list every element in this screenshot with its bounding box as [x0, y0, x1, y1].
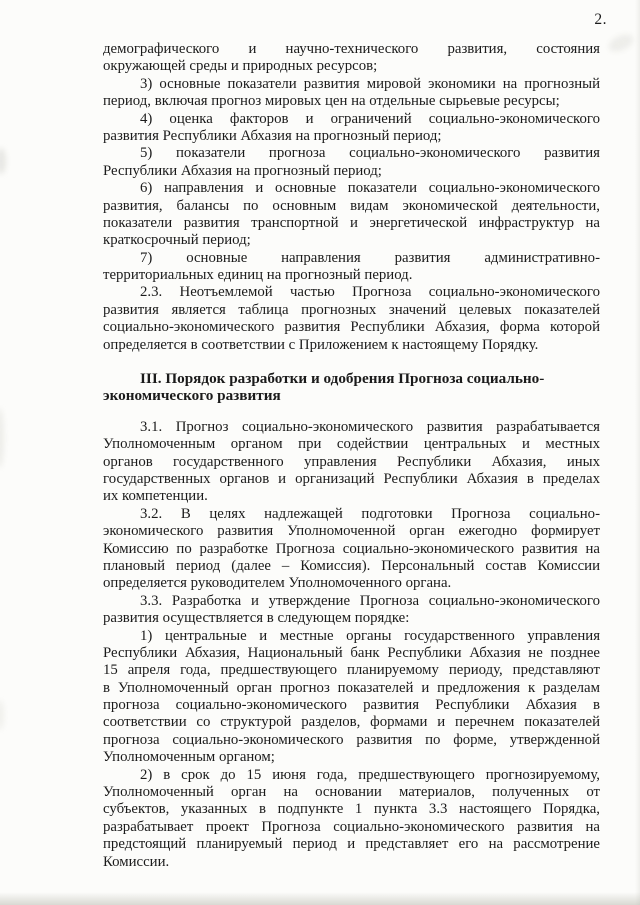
scan-smudge [606, 31, 635, 55]
section-heading [103, 370, 600, 405]
scan-smudge [0, 408, 4, 468]
scan-shadow-right [635, 0, 640, 905]
text-line: плановый период (далее – Комиссия). Персональный состав Комиссии [103, 557, 600, 574]
text-line: прогноза социально-экономического развития Республики Абхазия в [103, 697, 600, 714]
text-line: Уполномоченным органом при содействии центральных и местных [103, 436, 600, 453]
text-line: разрабатывает проект Прогноза социально-экономического развития на [103, 818, 600, 835]
text-line: экономического развития [103, 387, 281, 405]
paragraph [103, 145, 600, 180]
text-line: 15 апреля года, предшествующего планируемому периоду, представляют [103, 662, 600, 679]
text-line: определяется руководителем Уполномоченного органа. [103, 575, 452, 592]
paragraph [103, 419, 600, 506]
text-line: территориальных единиц на прогнозный период. [103, 267, 413, 284]
text-line: Уполномоченный орган на основании материалов, полученных от [103, 784, 600, 801]
text-line: соответствии со структурой разделов, формами и перечнем показателей [103, 714, 600, 731]
scan-shadow-bottom [0, 892, 640, 905]
text-line: государственных органов и организаций Республики Абхазия в пределах [103, 470, 600, 487]
text-line: Комиссию по разработке Прогноза социально-экономического развития на [103, 540, 600, 557]
text-line: субъектов, указанных в подпункте 1 пункта 3.3 настоящего Порядка, [103, 801, 600, 818]
text-line: предстоящий планируемый период и представляет его на рассмотрение [103, 836, 600, 853]
text-line: их компетенции. [103, 488, 208, 505]
paragraph [103, 284, 600, 354]
text-line: 1) центральные и местные органы государственного управления [140, 627, 600, 644]
text-line: 3.2. В целях надлежащей подготовки Прогноза социально- [140, 505, 600, 522]
paragraph [103, 628, 600, 767]
text-line: развития Республики Абхазия на прогнозный период; [103, 127, 442, 144]
paragraph [103, 593, 600, 628]
text-line: Уполномоченным органом; [103, 749, 275, 766]
text-line: окружающей среды и природных ресурсов; [103, 58, 378, 75]
scan-smudge [0, 700, 4, 730]
text-line: органов государственного управления Республики Абхазия, иных [103, 453, 600, 470]
paragraph [103, 767, 600, 871]
text-line: показатели развития транспортной и энергетической инфраструктур на [103, 214, 600, 231]
text-line: социально-экономического развития Республики Абхазия, форма которой [103, 319, 600, 336]
paragraph [103, 506, 600, 593]
scan-smudge [0, 148, 6, 174]
page-number: 2. [594, 11, 607, 28]
text-line: период, включая прогноз мировых цен на отдельные сырьевые ресурсы; [103, 93, 560, 110]
text-line: 5) показатели прогноза социально-экономического развития [140, 145, 600, 162]
text-line: краткосрочный период; [103, 232, 251, 249]
text-line: 7) основные направления развития административно- [140, 249, 600, 266]
paragraph [103, 180, 600, 250]
text-line: 3) основные показатели развития мировой экономики на прогнозный [140, 75, 600, 92]
text-line: 3.1. Прогноз социально-экономического развития разрабатывается [140, 418, 600, 435]
paragraph [103, 76, 600, 111]
document-text [103, 41, 600, 871]
text-line: 4) оценка факторов и ограничений социально-экономического [140, 110, 600, 127]
text-line: прогноза социально-экономического развития по форме, утвержденной [103, 731, 600, 748]
text-line: в Уполномоченный орган прогноз показателей и предложения к разделам [103, 679, 600, 696]
paragraph [103, 250, 600, 285]
text-line: 2) в срок до 15 июня года, предшествующего прогнозируемому, [140, 766, 600, 783]
paragraph [103, 41, 600, 76]
text-line: развития является таблица прогнозных значений целевых показателей [103, 301, 600, 318]
text-line: III. Порядок разработки и одобрения Прогноза социально- [140, 370, 545, 388]
text-line: развития осуществляется в следующем порядке: [103, 610, 410, 627]
text-line: определяется в соответствии с Приложением к настоящему Порядку. [103, 336, 539, 353]
text-line: 3.3. Разработка и утверждение Прогноза социально-экономического [140, 592, 600, 609]
text-line: Комиссии. [103, 853, 170, 870]
text-line: Республики Абхазия на прогнозный период; [103, 162, 382, 179]
text-line: демографического и научно-технического развития, состояния [103, 41, 600, 57]
text-line: развития, балансы по основным видам экономической деятельности, [103, 197, 600, 214]
paragraph [103, 111, 600, 146]
text-line: экономического развития Уполномоченной орган ежегодно формирует [103, 523, 600, 540]
text-line: 2.3. Неотъемлемой частью Прогноза социально-экономического [140, 284, 600, 301]
text-line: 6) направления и основные показатели социально-экономического [140, 180, 600, 197]
text-line: Республики Абхазия, Национальный банк Республики Абхазия не позднее [103, 644, 600, 661]
